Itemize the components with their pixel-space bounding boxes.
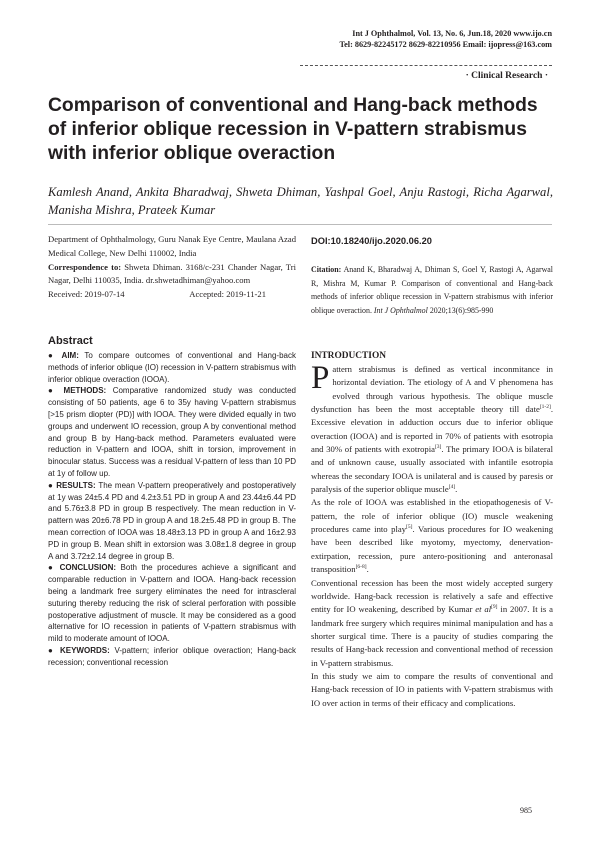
- accepted-date: Accepted: 2019-11-21: [189, 289, 266, 300]
- keywords-text: V-pattern; inferior oblique overaction; Hang-back recession; conventional recession: [48, 645, 296, 667]
- intro-text: . Excessive elevation in adduction occurs due to inferior oblique overaction (IOOA) and is reported in 70% of patients with esotropia and 30% of patients with exotropia: [311, 404, 553, 455]
- aim-label: ● AIM:: [48, 351, 79, 360]
- results-text: The mean V-pattern preoperatively and postoperatively at 1y was 24±5.4 PD and 4.2±3.51 PD in group A and 23.44±6.44 PD and 5.76±3.8 PD in group B respectively. The mean reduction in V-pattern was 20±6.78 PD in group A and 18.2±5.48 PD in group B. The mean correction of IOOA was 18.48±3.13 PD in group A and 16±2.93 PD in group B. Mean shift in extorsion was 3.08±1.8 degree in group A and 3.72±2.14 degree in group B.: [48, 480, 297, 561]
- intro-text: .: [455, 484, 458, 495]
- received-date: Received: 2019-07-14: [48, 289, 125, 300]
- header-divider: [300, 65, 552, 66]
- contact-line: Tel: 8629-82245172 8629-82210956 Email: ijopress@163.com: [339, 40, 552, 49]
- citation-journal: Int J Ophthalmol: [373, 305, 428, 315]
- abstract-conclusion: [48, 562, 296, 645]
- citation-volume: 2020;13(6):985-990: [429, 305, 494, 315]
- conclusion-text: Both the procedures achieve a significant and comparable reduction in V-pattern and IOOA. Hang-back recession being a landmark free surgery eliminates the need for intrascleral suturing thereby reducing the risk of scleral perforation with possible postoperative adjustment of muscle. It may be considered as a good alternative for IO recession in patients of V-pattern strabismus with mild to moderate amount of IOOA.: [48, 563, 296, 644]
- journal-header: [339, 28, 552, 50]
- journal-line: Int J Ophthalmol, Vol. 13, No. 6, Jun.18, 2020 www.ijo.cn: [352, 29, 552, 38]
- citation-block: [311, 263, 553, 317]
- intro-paragraph-1: [311, 360, 553, 496]
- results-label: ● RESULTS:: [48, 480, 96, 490]
- intro-text: . The primary IOOA is bilateral and of unknown cause, usually associated with infantile esotropia whereas the secondary IOOA is unilateral and is caused by paresis or paralysis of the superior oblique muscle: [311, 444, 553, 495]
- abstract-body: [48, 350, 296, 669]
- department: Department of Ophthalmology, Guru Nanak Eye Centre, Maulana Azad Medical College, New Delhi 110002, India: [48, 234, 296, 258]
- citation-label: Citation:: [311, 265, 342, 274]
- introduction-body: [311, 360, 554, 710]
- intro-text: . Various procedures for IO weakening have been described like myotomy, myectomy, denervation-extirpation, recession, pure antero-positioning and anteronasal transposition: [311, 524, 554, 575]
- intro-text: .: [366, 564, 369, 575]
- intro-paragraph-4: In this study we aim to compare the results of conventional and Hang-back recession of IO in patients with V-pattern strabismus with IO over action in terms of their efficacy and complications.: [311, 670, 553, 708]
- abstract-aim: [48, 350, 296, 385]
- drop-cap: P: [311, 360, 330, 396]
- reference[interactable]: [9]: [491, 604, 498, 611]
- reference[interactable]: [6-8]: [355, 564, 367, 571]
- intro-text: Conventional recession has been the most widely accepted surgery worldwide. Hang-back recession is relatively a safe and effective entity for IO weakening, described by Kumar: [311, 577, 553, 615]
- abstract-heading: Abstract: [48, 335, 93, 347]
- abstract-methods: [48, 385, 296, 479]
- page-number: 985: [520, 806, 532, 815]
- abstract-results: [48, 480, 296, 563]
- doi-link[interactable]: DOI:10.18240/ijo.2020.06.20: [311, 236, 432, 246]
- reference[interactable]: [1-2]: [539, 404, 551, 411]
- intro-text: attern strabismus is defined as vertical inconmitance in horizontal deviation. The etiology of A and V phenomena has evolved through various hypothesis. The oblique muscle dysfunction has been the most acceptable theory till date: [311, 364, 553, 415]
- conclusion-label: ● CONCLUSION:: [48, 563, 117, 573]
- title-divider: [48, 224, 552, 225]
- section-label: · Clinical Research ·: [465, 71, 548, 81]
- methods-label: ● METHODS:: [48, 386, 107, 396]
- keywords-label: ● KEYWORDS:: [48, 645, 110, 655]
- article-title: Comparison of conventional and Hang-back methods of inferior oblique recession in V-pattern strabismus with inferior oblique overaction: [48, 95, 538, 164]
- dates-row: [48, 288, 296, 302]
- intro-text: in 2007. It is a landmark free surgery which requires minimal manipulation and has a shorter surgical time. There is a paucity of studies comparing the results of Hang-back recession and conventional method of recession in V-pattern strabismus.: [311, 604, 553, 668]
- correspondence-text: Shweta Dhiman. 3168/c-231 Chander Nagar, Tri Nagar, Delhi 110035, India. dr.shwetadhiman@yahoo.com: [48, 261, 296, 286]
- author-list: Kamlesh Anand, Ankita Bharadwaj, Shweta Dhiman, Yashpal Goel, Anju Rastogi, Richa Agarwal, Manisha Mishra, Prateek Kumar: [48, 185, 553, 217]
- intro-text: As the role of IOOA was established in the etiopathogenesis of V-pattern, the role of inferior oblique (IO) muscle weakening procedures came into play: [311, 497, 553, 535]
- abstract-keywords: [48, 645, 296, 669]
- aim-text: To compare outcomes of conventional and Hang-back methods of inferior oblique (IO) recession in V-pattern strabismus with inferior oblique overaction (IOOA).: [48, 351, 296, 384]
- et-al: et al: [475, 604, 492, 615]
- reference[interactable]: [3]: [434, 444, 442, 451]
- affiliation-block: [48, 233, 296, 302]
- reference[interactable]: [4]: [448, 484, 456, 491]
- methods-text: Comparative randomized study was conducted consisting of 50 patients, age 6 to 35y having V-pattern strabismus [>15 prism diopter (PD)] with IOOA. They were divided equally in two groups and underwent IO recession, group A by conventional method and group B by Hang-back method. Parameters evaluated were reduction in V-pattern and IOOA, shift in torsion, improvement in binocular status. Success was a residual V-pattern of less than 10 PD at 1y of follow up.: [48, 386, 297, 478]
- correspondence: [48, 261, 296, 289]
- correspondence-label: Correspondence to:: [48, 261, 122, 272]
- citation-text: Anand K, Bharadwaj A, Dhiman S, Goel Y, Rastogi A, Agarwal R, Mishra M, Kumar P. Comparison of conventional and Hang-back methods of inferior oblique recession in V-pattern strabismus with inferior oblique overaction.: [311, 265, 553, 315]
- intro-paragraph-2: [311, 496, 553, 576]
- intro-paragraph-3: [311, 577, 553, 670]
- introduction-heading: INTRODUCTION: [311, 351, 387, 361]
- reference[interactable]: [5]: [406, 524, 413, 531]
